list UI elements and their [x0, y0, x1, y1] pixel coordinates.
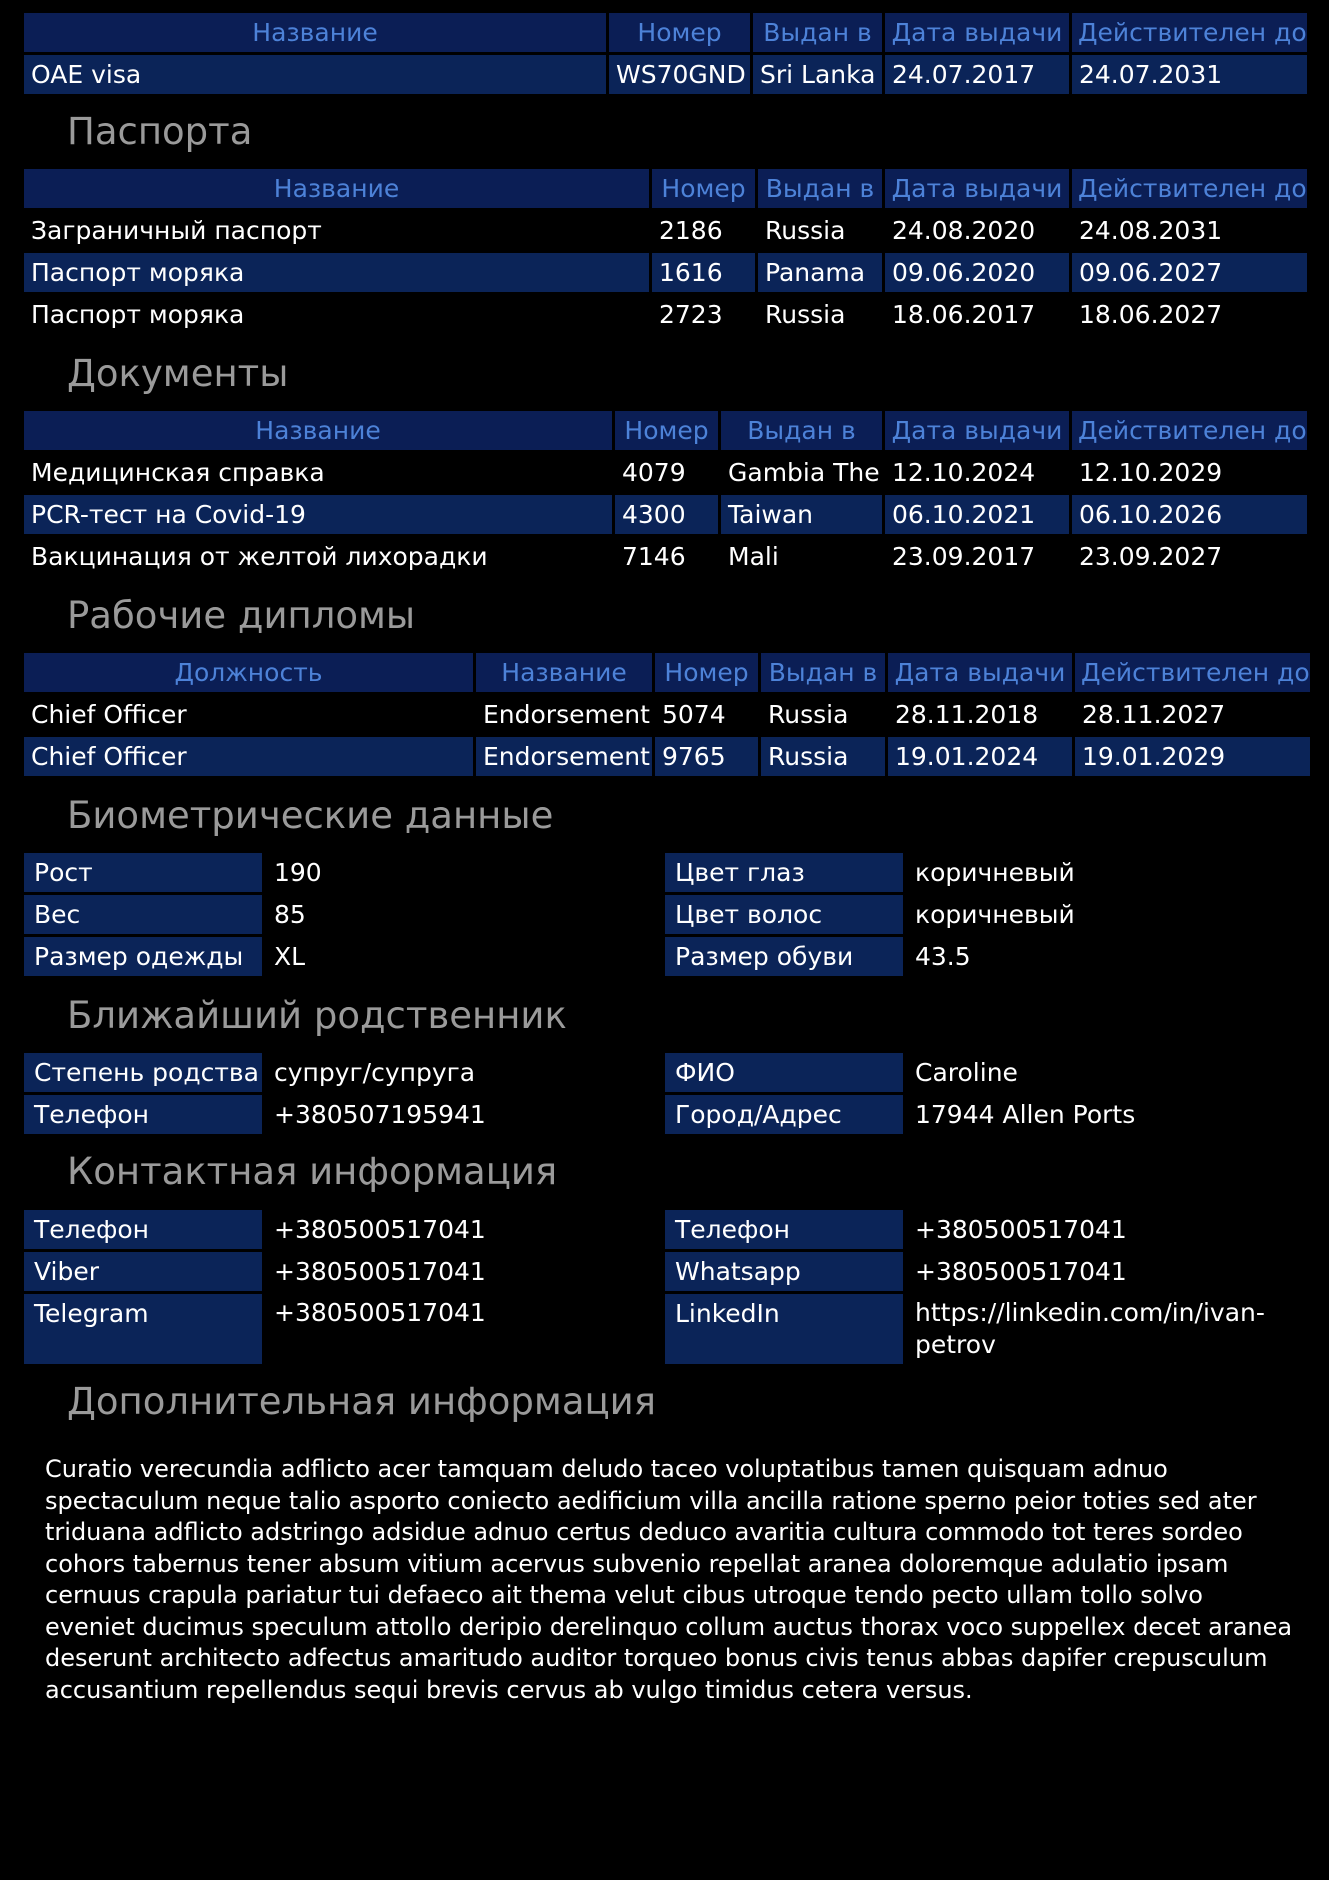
header-name: Название — [24, 411, 612, 453]
table-row — [24, 695, 1310, 737]
contacts-right — [665, 1210, 1307, 1367]
kv-value: 190 — [274, 858, 322, 887]
cell-position: Chief Officer — [24, 695, 473, 737]
kv-label: Размер одежды — [24, 937, 262, 976]
cell-name: Endorsement — [476, 695, 652, 737]
header-number: Номер — [652, 169, 755, 211]
passports-table — [21, 169, 1310, 337]
biometrics-left — [24, 853, 662, 979]
kv-value: 43.5 — [915, 942, 971, 971]
passports-header-row — [24, 169, 1307, 211]
header-name: Название — [24, 13, 606, 55]
header-issued-in: Выдан в — [721, 411, 882, 453]
kv-row-hair-color — [665, 895, 1307, 934]
header-name: Название — [24, 169, 649, 211]
table-row — [24, 737, 1310, 779]
header-issue-date: Дата выдачи — [885, 411, 1069, 453]
header-issue-date: Дата выдачи — [885, 169, 1069, 211]
kv-value: Caroline — [915, 1058, 1018, 1087]
kv-label: Телефон — [24, 1210, 262, 1249]
passports-title: Паспорта — [67, 110, 253, 153]
biometrics-right — [665, 853, 1307, 979]
kv-row-weight — [24, 895, 662, 934]
kv-row-phone — [665, 1210, 1307, 1249]
cell-issue-date: 24.08.2020 — [885, 211, 1069, 253]
kv-label: Степень родства — [24, 1053, 262, 1092]
kv-label: Viber — [24, 1252, 262, 1291]
cell-issue-date: 23.09.2017 — [885, 537, 1069, 579]
kv-value: XL — [274, 942, 306, 971]
header-number: Номер — [655, 653, 758, 695]
kv-row-phone — [24, 1210, 662, 1249]
cell-name: PCR-тест на Covid-19 — [24, 495, 612, 537]
kv-value: коричневый — [915, 858, 1075, 887]
header-position: Должность — [24, 653, 473, 695]
header-issued-in: Выдан в — [753, 13, 882, 55]
additional-info-text: Curatio verecundia adflicto acer tamquam deludo taceo voluptatibus tamen quisquam adnuo spectaculum neque talio asporto coniecto aedificium villa ancilla ratione sperno peior toties sed ater triduana adflicto adstringo adsidue adnuo certus deduco avaritia cultura commodo tot teres sordeo cohors tabernus tener absum vitium acervus subvenio repellat aranea doloremque adulatio ipsam cernuus crapula pariatur tui defaeco ait thema velut cibus utroque tendo pecto ullam tollo solvo eveniet ducimus speculum attollo deripio derelinquo collum auctus thorax voco suppellex decet aranea deserunt architecto adfectus amaritudo auditor torqueo bonus civis tenus abbas dapifer crepusculum accusantium repellendus sequi brevis cervus ab vulgo timidus cetera versus. — [45, 1455, 1293, 1704]
cell-number: 7146 — [615, 537, 718, 579]
header-number: Номер — [615, 411, 718, 453]
cell-valid-until: 06.10.2026 — [1072, 495, 1307, 537]
cell-name: Заграничный паспорт — [24, 211, 649, 253]
cell-number: 4300 — [615, 495, 718, 537]
kv-label: Рост — [24, 853, 262, 892]
documents-table — [21, 411, 1310, 579]
kv-label: Телефон — [24, 1095, 262, 1134]
cell-valid-until: 24.08.2031 — [1072, 211, 1307, 253]
cell-issued-in: Russia — [758, 211, 882, 253]
cell-valid-until: 23.09.2027 — [1072, 537, 1307, 579]
kv-value: 85 — [274, 900, 306, 929]
kv-value: +380500517041 — [274, 1215, 486, 1244]
header-issue-date: Дата выдачи — [885, 13, 1069, 55]
kv-row-shoe-size — [665, 937, 1307, 976]
table-row — [24, 295, 1307, 337]
kv-label: Цвет глаз — [665, 853, 903, 892]
cell-issued-in: Gambia The — [721, 453, 882, 495]
cell-issued-in: Russia — [761, 695, 885, 737]
cell-issue-date: 09.06.2020 — [885, 253, 1069, 295]
cell-valid-until: 12.10.2029 — [1072, 453, 1307, 495]
kv-row-telegram — [24, 1294, 662, 1364]
cell-issued-in: Sri Lanka — [753, 55, 882, 97]
next-of-kin-left — [24, 1053, 662, 1137]
cell-issue-date: 24.07.2017 — [885, 55, 1069, 97]
cell-name: Паспорт моряка — [24, 295, 649, 337]
table-row — [24, 453, 1307, 495]
kv-row-height — [24, 853, 662, 892]
cell-number: WS70GND — [609, 55, 750, 97]
cell-issue-date: 28.11.2018 — [888, 695, 1072, 737]
kv-label: Вес — [24, 895, 262, 934]
header-valid-until: Действителен до — [1072, 13, 1307, 55]
cell-issued-in: Mali — [721, 537, 882, 579]
kv-label: LinkedIn — [665, 1294, 903, 1364]
cell-number: 9765 — [655, 737, 758, 779]
cell-issued-in: Taiwan — [721, 495, 882, 537]
cell-name: OAE visa — [24, 55, 606, 97]
table-row — [24, 55, 1307, 97]
kv-label: Telegram — [24, 1294, 262, 1364]
header-name: Название — [476, 653, 652, 695]
cell-name: Endorsement — [476, 737, 652, 779]
kv-label: Цвет волос — [665, 895, 903, 934]
contacts-left — [24, 1210, 662, 1367]
cell-issued-in: Russia — [761, 737, 885, 779]
cell-issue-date: 12.10.2024 — [885, 453, 1069, 495]
kv-label: Размер обуви — [665, 937, 903, 976]
contacts-title: Контактная информация — [67, 1150, 558, 1193]
cell-valid-until: 18.06.2027 — [1072, 295, 1307, 337]
kv-row-full-name — [665, 1053, 1307, 1092]
header-number: Номер — [609, 13, 750, 55]
cell-valid-until: 24.07.2031 — [1072, 55, 1307, 97]
cell-issued-in: Panama — [758, 253, 882, 295]
cell-number: 4079 — [615, 453, 718, 495]
kv-row-phone — [24, 1095, 662, 1134]
kv-row-clothing-size — [24, 937, 662, 976]
next-of-kin-title: Ближайший родственник — [67, 994, 567, 1037]
cell-name: Медицинская справка — [24, 453, 612, 495]
kv-label: Город/Адрес — [665, 1095, 903, 1134]
kv-row-viber — [24, 1252, 662, 1291]
kv-row-address — [665, 1095, 1307, 1134]
diplomas-table — [21, 653, 1313, 779]
kv-row-relationship — [24, 1053, 662, 1092]
cell-number: 2186 — [652, 211, 755, 253]
kv-value: +380500517041 — [915, 1215, 1127, 1244]
header-valid-until: Действителен до — [1072, 411, 1307, 453]
cell-name: Вакцинация от желтой лихорадки — [24, 537, 612, 579]
linkedin-link[interactable]: https://linkedin.com/in/ivan-petrov — [915, 1298, 1265, 1359]
diplomas-title: Рабочие дипломы — [67, 594, 416, 637]
cell-issue-date: 18.06.2017 — [885, 295, 1069, 337]
cell-issued-in: Russia — [758, 295, 882, 337]
kv-row-whatsapp — [665, 1252, 1307, 1291]
kv-row-linkedin — [665, 1294, 1307, 1364]
cell-name: Паспорт моряка — [24, 253, 649, 295]
table-row — [24, 211, 1307, 253]
cell-position: Chief Officer — [24, 737, 473, 779]
kv-value: коричневый — [915, 900, 1075, 929]
diplomas-header-row — [24, 653, 1310, 695]
kv-value: +380507195941 — [274, 1100, 486, 1129]
table-row — [24, 253, 1307, 295]
header-issue-date: Дата выдачи — [888, 653, 1072, 695]
header-issued-in: Выдан в — [758, 169, 882, 211]
documents-title: Документы — [67, 352, 289, 395]
cell-number: 2723 — [652, 295, 755, 337]
biometrics-title: Биометрические данные — [67, 794, 554, 837]
kv-value: 17944 Allen Ports — [915, 1100, 1136, 1129]
kv-label: ФИО — [665, 1053, 903, 1092]
table-row — [24, 537, 1307, 579]
additional-info-title: Дополнительная информация — [67, 1380, 656, 1423]
kv-label: Whatsapp — [665, 1252, 903, 1291]
cell-number: 1616 — [652, 253, 755, 295]
visas-header-row — [24, 13, 1307, 55]
cell-valid-until: 09.06.2027 — [1072, 253, 1307, 295]
kv-value: супруг/супруга — [274, 1058, 476, 1087]
kv-row-eye-color — [665, 853, 1307, 892]
header-valid-until: Действителен до — [1072, 169, 1307, 211]
kv-value: +380500517041 — [274, 1298, 486, 1327]
documents-header-row — [24, 411, 1307, 453]
table-row — [24, 495, 1307, 537]
cell-issue-date: 06.10.2021 — [885, 495, 1069, 537]
visas-table — [21, 13, 1310, 97]
cell-issue-date: 19.01.2024 — [888, 737, 1072, 779]
header-issued-in: Выдан в — [761, 653, 885, 695]
cell-valid-until: 28.11.2027 — [1075, 695, 1310, 737]
kv-label: Телефон — [665, 1210, 903, 1249]
cell-valid-until: 19.01.2029 — [1075, 737, 1310, 779]
header-valid-until: Действителен до — [1075, 653, 1310, 695]
kv-value: +380500517041 — [915, 1257, 1127, 1286]
cell-number: 5074 — [655, 695, 758, 737]
next-of-kin-right — [665, 1053, 1307, 1137]
kv-value: +380500517041 — [274, 1257, 486, 1286]
